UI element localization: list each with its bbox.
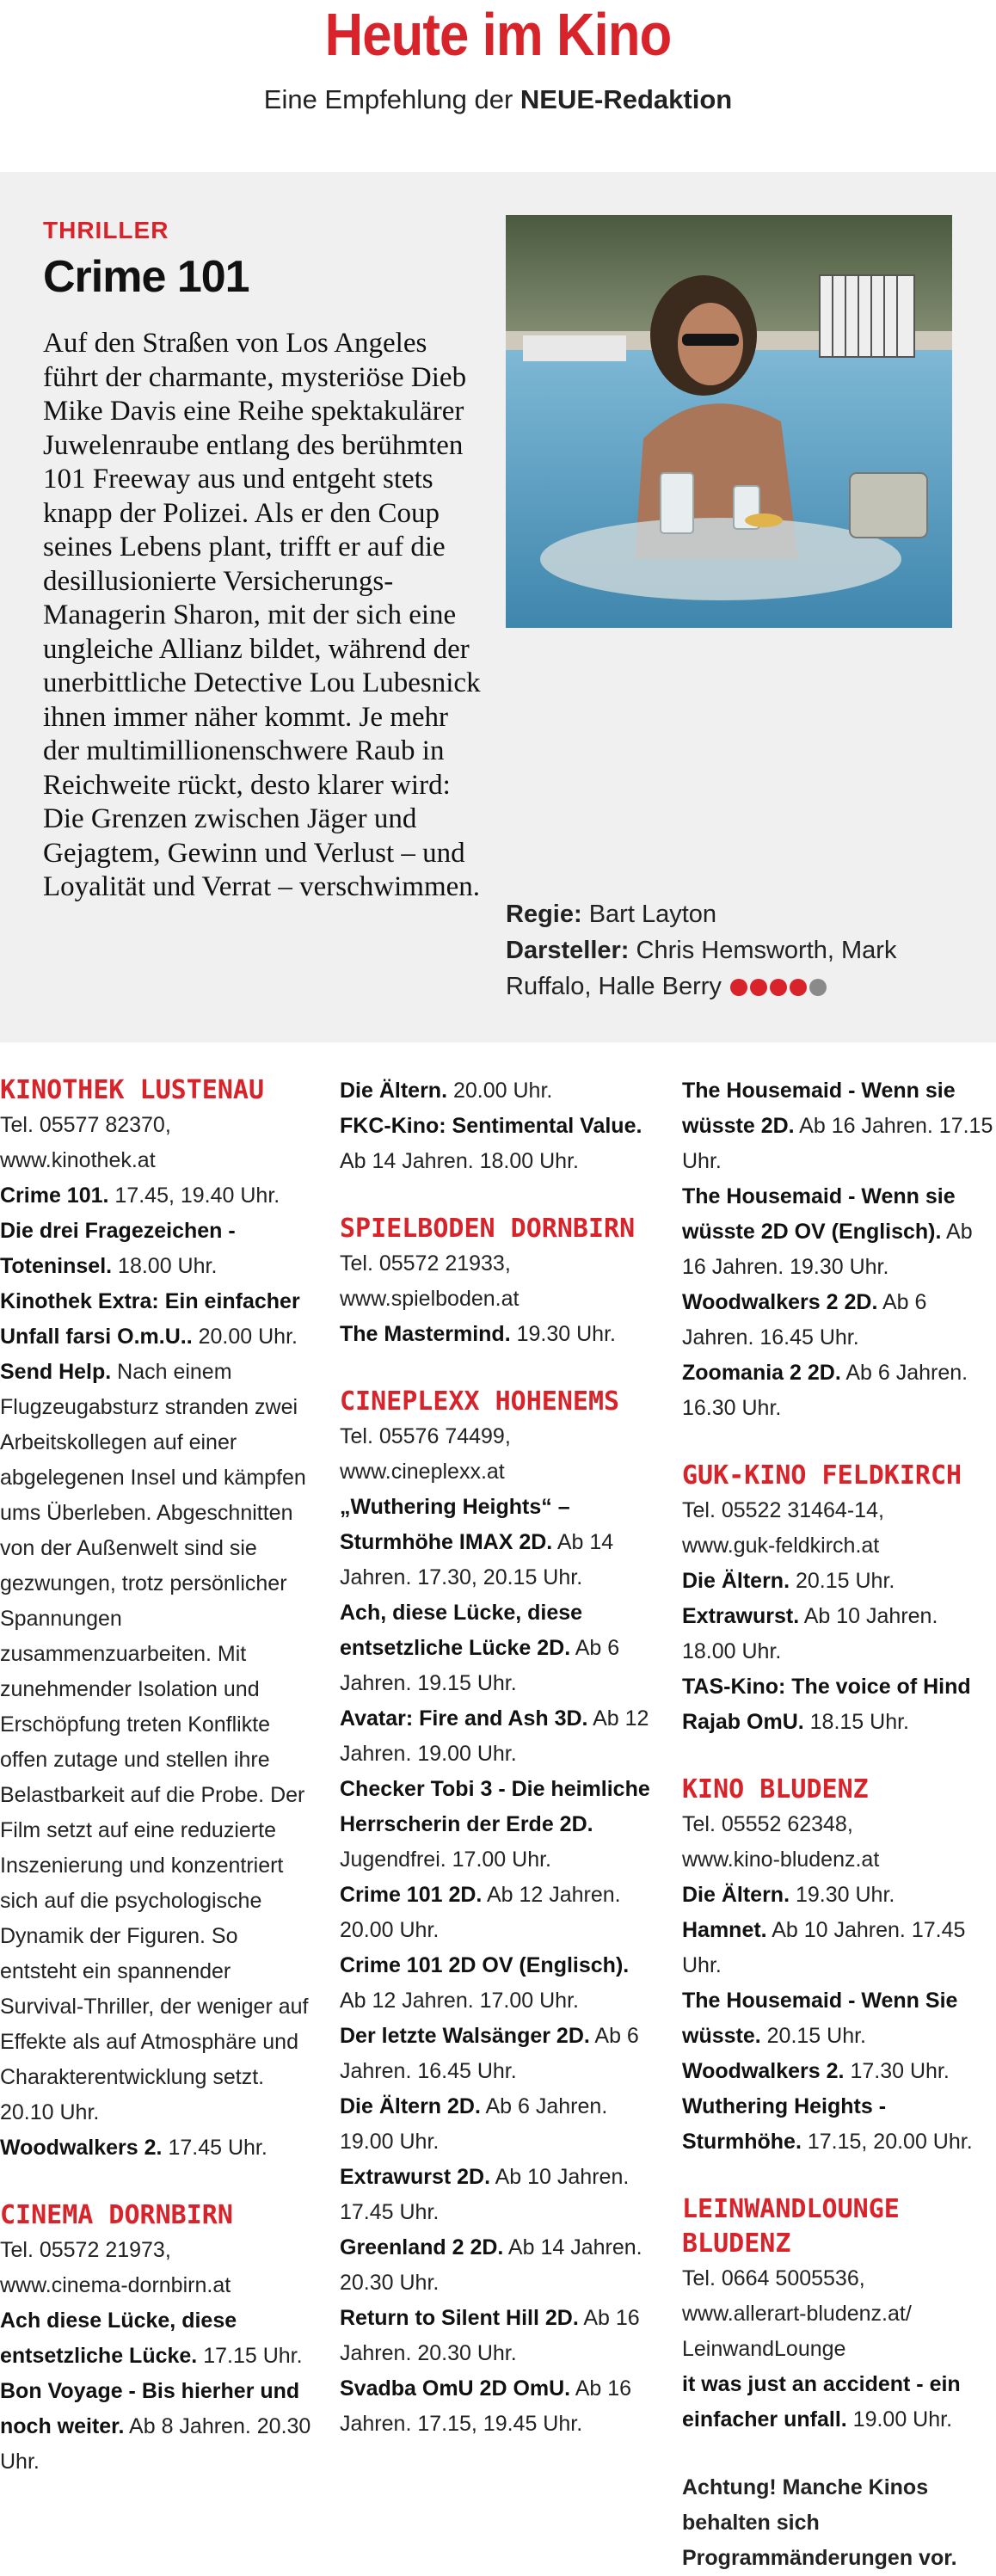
listing-item (340, 2089, 660, 2160)
movie-info: Nach einem Flugzeugabsturz stranden zwei Arbeitskollegen auf einer abgelegenen Insel und kämpfen ums Überleben. Abgeschnitten von der Außenwelt sind sie gezwungen, trotz persönlicher Spannungen zusammenzuarbeiten. Mit zunehmender Isolation und Erschöpfung treten Konflikte offen zutage und stellen ihre Belastbarkeit auf die Probe. Der Film setzt auf eine reduzierte Inszenierung und konzentriert sich auf die psychologische Dynamik der Figuren. So entsteht ein spannender Survival-Thriller, der weniger auf Effekte als auf Atmosphäre und Charakterentwicklung setzt. 20.10 Uhr. (0, 1360, 309, 2124)
page-subtitle (0, 83, 996, 117)
listing-item (682, 1669, 996, 1740)
section-spacer (682, 1740, 996, 1773)
listing-item (340, 1490, 660, 1595)
listing-item (682, 1285, 996, 1356)
movie-title: Zoomania 2 2D. (682, 1361, 841, 1385)
cast-label: Darsteller: (506, 937, 630, 964)
cast-names: Chris Hemsworth, Mark Ruffalo, Halle Berry (506, 937, 897, 1000)
movie-title: The Housemaid - Wenn sie wüsste 2D OV (Englisch). (682, 1184, 956, 1244)
listing-column-3 (682, 1073, 996, 2576)
listing-item (0, 1214, 320, 1284)
cinema-name: SPIELBODEN DORNBIRN (340, 1214, 636, 1244)
movie-title: Send Help. (0, 1360, 112, 1384)
cinema-website[interactable]: www.allerart-bludenz.at/ (682, 2302, 912, 2326)
movie-title: Ach diese Lücke, diese entsetzliche Lücke. (0, 2309, 237, 2368)
listing-item (682, 1913, 996, 1983)
note-text: Achtung! Manche Kinos behalten sich Programmänderungen vor. (682, 2475, 957, 2570)
listing-item (340, 1073, 660, 1109)
rating-dot-icon (730, 979, 747, 996)
movie-info: 20.00 Uhr. (447, 1079, 553, 1103)
listing-item (340, 1948, 660, 2019)
movie-info: Ab 10 Jahren. 17.45 Uhr. (340, 2165, 630, 2224)
cinema-website[interactable]: www.guk-feldkirch.at (682, 1534, 880, 1558)
page-header (0, 0, 996, 151)
movie-info: Ab 14 Jahren. 20.30 Uhr. (340, 2235, 642, 2295)
cinema-name: KINO BLUDENZ (682, 1774, 869, 1804)
listing-item (682, 2054, 996, 2089)
section-spacer (340, 1352, 660, 1385)
listing-item (682, 1179, 996, 1285)
movie-info: Ab 14 Jahren. 18.00 Uhr. (340, 1149, 579, 1173)
movie-info: 20.15 Uhr. (760, 2024, 867, 2048)
movie-title: Bon Voyage - Bis hierher und noch weiter. (0, 2379, 300, 2438)
listing-item (0, 1178, 320, 1214)
movie-info: 17.15, 20.00 Uhr. (801, 2130, 973, 2154)
director-line (506, 896, 962, 932)
listing-column-1 (0, 1073, 320, 2480)
movie-info: Ab 16 Jahren. 17.15 Uhr. (682, 1114, 993, 1173)
movie-title: Checker Tobi 3 - Die heimliche Herrscherin der Erde 2D. (340, 1777, 650, 1836)
movie-title: The Housemaid - Wenn sie wüsste 2D. (682, 1079, 956, 1138)
section-spacer (340, 1179, 660, 1212)
listing-item (340, 2019, 660, 2089)
cinema-website[interactable]: www.cineplexx.at (340, 1460, 505, 1484)
movie-title: Return to Silent Hill 2D. (340, 2306, 579, 2330)
movie-info: Ab 6 Jahren. 16.30 Uhr. (682, 1361, 968, 1420)
movie-info: Ab 10 Jahren. 17.45 Uhr. (682, 1918, 966, 1977)
rating-dot-icon (790, 979, 807, 996)
movie-info: 19.30 Uhr. (510, 1322, 616, 1346)
feature-genre: THRILLER (43, 217, 169, 243)
cinema-website[interactable]: www.kino-bludenz.at (682, 1847, 880, 1872)
movie-title: Kinothek Extra: Ein einfacher Unfall farsi O.m.U.. (0, 1289, 300, 1349)
listing-item (340, 2371, 660, 2442)
movie-info: Ab 16 Jahren. 17.15, 19.45 Uhr. (340, 2376, 632, 2436)
movie-info: 20.00 Uhr. (192, 1325, 298, 1349)
listing-item (340, 2301, 660, 2371)
rating-dot-icon (809, 979, 827, 996)
program-change-note (682, 2470, 996, 2576)
movie-info: Ab 10 Jahren. 18.00 Uhr. (682, 1604, 938, 1663)
movie-info: Ab 16 Jahren. 19.30 Uhr. (682, 1220, 973, 1279)
feature-title: Crime 101 (43, 252, 249, 302)
movie-title: Der letzte Walsänger 2D. (340, 2024, 590, 2048)
director-name: Bart Layton (588, 901, 717, 928)
cinema-phone: Tel. 05522 31464-14, (682, 1498, 884, 1522)
listing-item (682, 2367, 996, 2438)
movie-info: 17.30 Uhr. (844, 2059, 950, 2083)
movie-info: Ab 14 Jahren. 17.30, 20.15 Uhr. (340, 1530, 614, 1589)
subtitle-brand: NEUE-Redaktion (520, 84, 733, 114)
cinema-website[interactable]: www.cinema-dornbirn.at (0, 2273, 231, 2297)
movie-info: Ab 6 Jahren. 19.15 Uhr. (340, 1636, 620, 1695)
page-title: Heute im Kino (324, 1, 672, 68)
movie-info: Ab 6 Jahren. 16.45 Uhr. (682, 1290, 927, 1349)
movie-title: Woodwalkers 2. (0, 2136, 163, 2160)
movie-title: Die Ältern. (340, 1079, 448, 1103)
movie-title: Die Ältern. (682, 1883, 790, 1907)
movie-title: Crime 101 2D. (340, 1883, 483, 1907)
movie-title: TAS-Kino: The voice of Hind Rajab OmU. (682, 1675, 971, 1734)
cinema-name: LEINWANDLOUNGE BLUDENZ (682, 2194, 900, 2259)
movie-info: 18.15 Uhr. (803, 1710, 910, 1734)
listing-item (0, 1284, 320, 1355)
movie-info: Ab 6 Jahren. 19.00 Uhr. (340, 2094, 608, 2154)
feature-credits (506, 896, 962, 1005)
movie-title: „Wuthering Heights“ – Sturmhöhe IMAX 2D. (340, 1495, 570, 1554)
movie-still-illustration (506, 215, 952, 628)
section-spacer (682, 1426, 996, 1459)
movie-title: FKC-Kino: Sentimental Value. (340, 1114, 642, 1138)
listing-item (682, 1983, 996, 2054)
cinema-name: CINEMA DORNBIRN (0, 2200, 233, 2230)
cinema-phone: Tel. 05572 21973, (0, 2238, 171, 2262)
listing-item (340, 1317, 660, 1352)
cast-line (506, 932, 962, 1005)
movie-info: Ab 12 Jahren. 17.00 Uhr. (340, 1989, 579, 2013)
movie-info: 19.30 Uhr. (790, 1883, 895, 1907)
movie-info: 20.15 Uhr. (790, 1569, 895, 1593)
movie-info: Jugendfrei. 17.00 Uhr. (340, 1847, 551, 1872)
rating-dot-icon (750, 979, 767, 996)
movie-title: Crime 101. (0, 1183, 109, 1208)
rating-dot-icon (770, 979, 787, 996)
featured-movie (0, 172, 996, 1042)
section-spacer (0, 2166, 320, 2198)
cinema-name: GUK-KINO FELDKIRCH (682, 1460, 962, 1491)
listing-item (682, 2089, 996, 2160)
listing-item (340, 1772, 660, 1878)
listing-item (340, 1595, 660, 1701)
movie-info: Ab 8 Jahren. 20.30 Uhr. (0, 2414, 311, 2474)
cinema-phone: Tel. 05552 62348, (682, 1812, 853, 1836)
listing-item (340, 2230, 660, 2301)
listing-column-2 (340, 1073, 660, 2442)
listing-item (0, 2374, 320, 2480)
movie-title: The Housemaid - Wenn Sie wüsste. (682, 1989, 958, 2048)
listing-item (0, 2130, 320, 2166)
movie-title: Extrawurst. (682, 1604, 800, 1628)
listing-item (0, 1355, 320, 2130)
listing-item (0, 2303, 320, 2374)
cinema-name: KINOTHEK LUSTENAU (0, 1075, 265, 1105)
movie-title: Avatar: Fire and Ash 3D. (340, 1706, 588, 1731)
section-spacer (682, 2438, 996, 2470)
movie-title: Greenland 2 2D. (340, 2235, 504, 2259)
movie-still-image (506, 215, 952, 628)
subtitle-prefix: Eine Empfehlung der (263, 84, 520, 114)
listing-item (682, 1356, 996, 1426)
movie-title: Die Ältern 2D. (340, 2094, 481, 2118)
movie-title: Hamnet. (682, 1918, 767, 1942)
listing-item (340, 1109, 660, 1179)
cinema-phone: Tel. 05576 74499, (340, 1424, 511, 1448)
movie-title: Svadba OmU 2D OmU. (340, 2376, 571, 2401)
cinema-phone: Tel. 05572 21933, (340, 1251, 511, 1276)
movie-title: Die Ältern. (682, 1569, 790, 1593)
movie-info: Ab 16 Jahren. 20.30 Uhr. (340, 2306, 640, 2365)
movie-title: Wuthering Heights - Sturmhöhe. (682, 2094, 887, 2154)
movie-info: Ab 12 Jahren. 19.00 Uhr. (340, 1706, 649, 1766)
listing-item (682, 1073, 996, 1179)
section-spacer (682, 2160, 996, 2192)
cinema-name: CINEPLEXX HOHENEMS (340, 1386, 620, 1417)
cinema-phone: Tel. 05577 82370, (0, 1113, 171, 1137)
movie-info: Ab 12 Jahren. 20.00 Uhr. (340, 1883, 621, 1942)
movie-info: 18.00 Uhr. (112, 1254, 218, 1278)
cinema-phone: Tel. 0664 5005536, (682, 2266, 865, 2290)
movie-title: The Mastermind. (340, 1322, 511, 1346)
cinema-website-path[interactable]: LeinwandLounge (682, 2337, 846, 2361)
movie-info: 17.45 Uhr. (162, 2136, 267, 2160)
listing-item (682, 1564, 996, 1599)
movie-title: Die drei Fragezeichen - Toteninsel. (0, 1219, 236, 1278)
movie-title: Woodwalkers 2. (682, 2059, 845, 2083)
movie-title: Woodwalkers 2 2D. (682, 1290, 878, 1314)
cinema-website[interactable]: www.kinothek.at (0, 1148, 156, 1172)
cinema-website[interactable]: www.spielboden.at (340, 1287, 520, 1311)
feature-description: Auf den Straßen von Los Angeles führt der charmante, mysteriöse Dieb Mike Davis eine Reihe spektakulärer Juwelenraube entlang des berühmten 101 Freeway aus und entgeht stets knapp der Polizei. Als er den Coup seines Lebens plant, trifft er auf die desillusionierte Versicherungs-Managerin Sharon, mit der sich eine ungleiche Allianz bildet, während der unerbittliche Detective Lou Lubesnick ihnen immer näher kommt. Je mehr der multimillionenschwere Raub in Reichweite rückt, desto klarer wird: Die Grenzen zwischen Jäger und Gejagtem, Gewinn und Verlust – und Loyalität und Verrat – verschwimmen. (43, 328, 481, 902)
movie-info: 17.45, 19.40 Uhr. (108, 1183, 280, 1208)
listing-item (340, 1878, 660, 1948)
movie-info: Ab 6 Jahren. 16.45 Uhr. (340, 2024, 639, 2083)
movie-info: 17.15 Uhr. (197, 2344, 303, 2368)
director-label: Regie: (506, 901, 582, 928)
listing-item (682, 1599, 996, 1669)
movie-title: Crime 101 2D OV (Englisch). (340, 1953, 630, 1977)
listing-item (682, 1878, 996, 1913)
movie-title: Extrawurst 2D. (340, 2165, 491, 2189)
listing-item (340, 1701, 660, 1772)
listing-item (340, 2160, 660, 2230)
rating-dots (730, 979, 827, 996)
movie-title: Ach, diese Lücke, diese entsetzliche Lücke 2D. (340, 1601, 583, 1660)
movie-title: it was just an accident - ein einfacher unfall. (682, 2372, 961, 2432)
movie-info: 19.00 Uhr. (846, 2407, 953, 2432)
